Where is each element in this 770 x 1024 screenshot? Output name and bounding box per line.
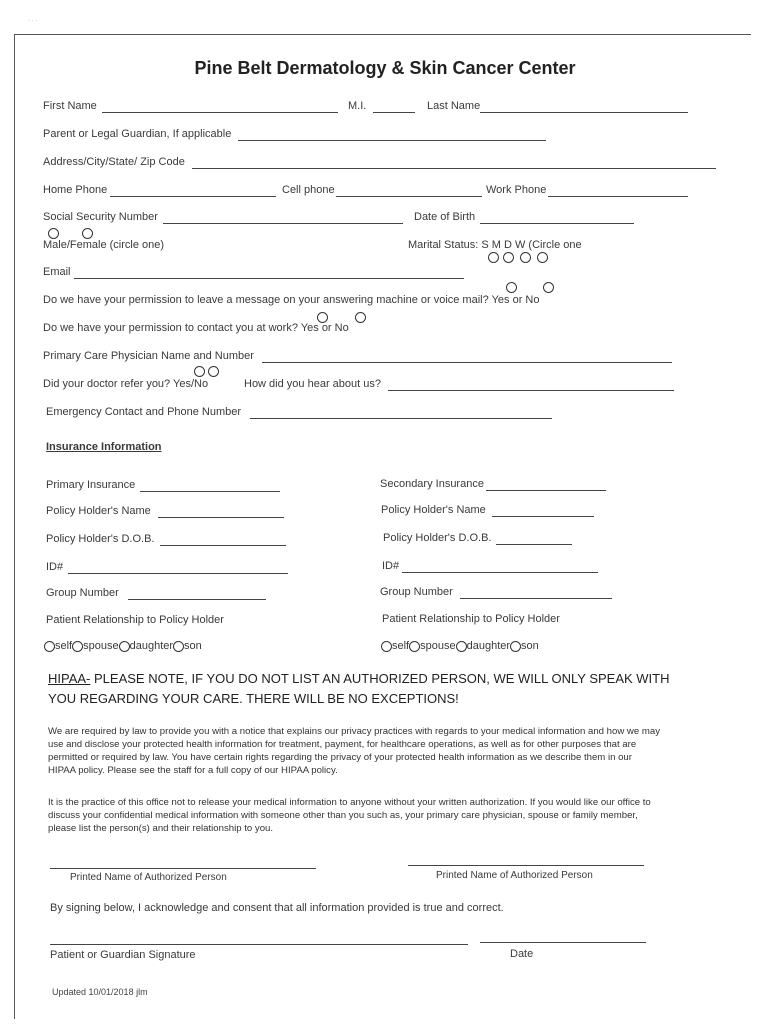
hear-about-field[interactable] [388,390,674,391]
option-label: self [392,640,410,652]
option-label: daughter [129,640,174,652]
mi-field[interactable] [373,112,415,113]
secondary-holder-dob-label: Policy Holder's D.O.B. [383,532,492,544]
secondary-daughter-radio[interactable] [456,641,467,652]
authorized-person-2-field[interactable] [408,865,644,866]
primary-holder-name-field[interactable] [158,517,284,518]
cell-phone-field[interactable] [336,196,482,197]
primary-holder-dob-label: Policy Holder's D.O.B. [46,533,155,545]
gender-label: Male/Female (circle one) [43,239,165,251]
hipaa-notice-text: PLEASE NOTE, IF YOU DO NOT LIST AN AUTHORIZED PERSON, WE WILL ONLY SPEAK WITH [90,671,670,686]
secondary-spouse-radio[interactable] [409,641,420,652]
home-phone-field[interactable] [110,196,276,197]
privacy-paragraph: We are required by law to provide you with a notice that explains our privacy practices with regards to your medical information and how we may use and disclose your protected health information for treatment, payment, for healthcare operations, as well as for other purposes that are permitted or required by law. You have certain rights regarding the privacy of your protected health information as we describe them in our HIPAA policy. Please see the staff for a full copy of our HIPAA policy. [48,726,660,776]
option-label: daughter [466,640,511,652]
marital-married-radio[interactable] [503,252,514,263]
first-name-field[interactable] [102,112,338,113]
home-phone-label: Home Phone [43,184,108,196]
secondary-id-label: ID# [382,560,400,572]
refer-no-radio[interactable] [208,366,219,377]
option-label: spouse [83,640,119,652]
referral-question: Did your doctor refer you? Yes/No [43,378,209,390]
secondary-self-radio[interactable] [381,641,392,652]
primary-relationship-options [44,640,202,652]
page-title: Pine Belt Dermatology & Skin Cancer Center [194,58,576,78]
work-phone-field[interactable] [548,196,688,197]
email-field[interactable] [74,278,464,279]
option-label: spouse [420,640,456,652]
email-label: Email [43,266,71,278]
primary-id-label: ID# [46,561,64,573]
primary-holder-name-label: Policy Holder's Name [46,505,151,517]
guardian-label: Parent or Legal Guardian, If applicable [43,128,232,140]
marital-single-radio[interactable] [488,252,499,263]
secondary-insurance-label: Secondary Insurance [380,478,484,490]
marital-divorced-radio[interactable] [520,252,531,263]
authorized-person-1-field[interactable] [50,868,316,869]
message-yes-radio[interactable] [506,282,517,293]
cell-phone-label: Cell phone [282,184,335,196]
secondary-relationship-options [381,640,539,652]
authorized-person-1-label: Printed Name of Authorized Person [70,872,227,883]
primary-self-radio[interactable] [44,641,55,652]
primary-daughter-radio[interactable] [119,641,130,652]
secondary-son-radio[interactable] [510,641,521,652]
work-permission-question: Do we have your permission to contact you at work? Yes or No [43,322,349,334]
mi-label: M.I. [348,100,367,112]
primary-group-field[interactable] [128,599,266,600]
signature-label: Patient or Guardian Signature [50,949,196,961]
primary-id-field[interactable] [68,573,288,574]
emergency-label: Emergency Contact and Phone Number [46,406,242,418]
scan-specks: · · · [28,18,38,24]
secondary-holder-name-field[interactable] [492,516,594,517]
option-label: son [184,640,202,652]
updated-note: Updated 10/01/2018 jlm [52,987,148,997]
female-radio[interactable] [82,228,93,239]
address-label: Address/City/State/ Zip Code [43,156,185,168]
hipaa-notice-line1 [48,671,670,686]
insurance-heading: Insurance Information [46,441,162,453]
authorized-person-2-label: Printed Name of Authorized Person [436,870,593,881]
marital-widowed-radio[interactable] [537,252,548,263]
secondary-insurance-field[interactable] [486,490,606,491]
work-phone-label: Work Phone [486,184,547,196]
hear-about-label: How did you hear about us? [244,378,381,390]
option-label: self [55,640,73,652]
pcp-label: Primary Care Physician Name and Number [43,350,254,362]
message-no-radio[interactable] [543,282,554,293]
ssn-field[interactable] [163,223,403,224]
secondary-holder-dob-field[interactable] [496,544,572,545]
first-name-label: First Name [43,100,97,112]
work-no-radio[interactable] [355,312,366,323]
primary-relationship-label: Patient Relationship to Policy Holder [46,614,224,626]
authorization-paragraph: It is the practice of this office not to release your medical information to anyone without your written authorization. If you would like our office to discuss your confidential medical information with someone other than you such as, your primary care physician, spouse or family member, please list the person(s) and their relationship to you. [48,797,651,834]
ssn-label: Social Security Number [43,211,158,223]
secondary-holder-name-label: Policy Holder's Name [381,504,486,516]
male-radio[interactable] [48,228,59,239]
signature-field[interactable] [50,944,468,945]
primary-spouse-radio[interactable] [72,641,83,652]
marital-label: Marital Status: S M D W (Circle one [408,239,582,251]
hipaa-notice-line2: YOU REGARDING YOUR CARE. THERE WILL BE NO EXCEPTIONS! [48,691,459,706]
primary-insurance-label: Primary Insurance [46,479,136,491]
consent-statement: By signing below, I acknowledge and consent that all information provided is true and correct. [50,902,504,914]
last-name-label: Last Name [427,100,481,112]
message-permission-question: Do we have your permission to leave a message on your answering machine or voice mail? Yes or No [43,294,540,306]
dob-label: Date of Birth [414,211,476,223]
emergency-field[interactable] [250,418,552,419]
pcp-field[interactable] [262,362,672,363]
primary-group-label: Group Number [46,587,119,599]
dob-field[interactable] [480,223,634,224]
secondary-id-field[interactable] [402,572,598,573]
secondary-group-label: Group Number [380,586,453,598]
date-field[interactable] [480,942,646,943]
guardian-field[interactable] [238,140,546,141]
hipaa-label: HIPAA- [48,671,91,686]
primary-holder-dob-field[interactable] [160,545,286,546]
date-label: Date [510,948,534,960]
address-field[interactable] [192,168,716,169]
secondary-group-field[interactable] [460,598,612,599]
primary-insurance-field[interactable] [140,491,280,492]
refer-yes-radio[interactable] [194,366,205,377]
secondary-relationship-label: Patient Relationship to Policy Holder [382,613,560,625]
option-label: son [521,640,539,652]
last-name-field[interactable] [480,112,688,113]
primary-son-radio[interactable] [173,641,184,652]
